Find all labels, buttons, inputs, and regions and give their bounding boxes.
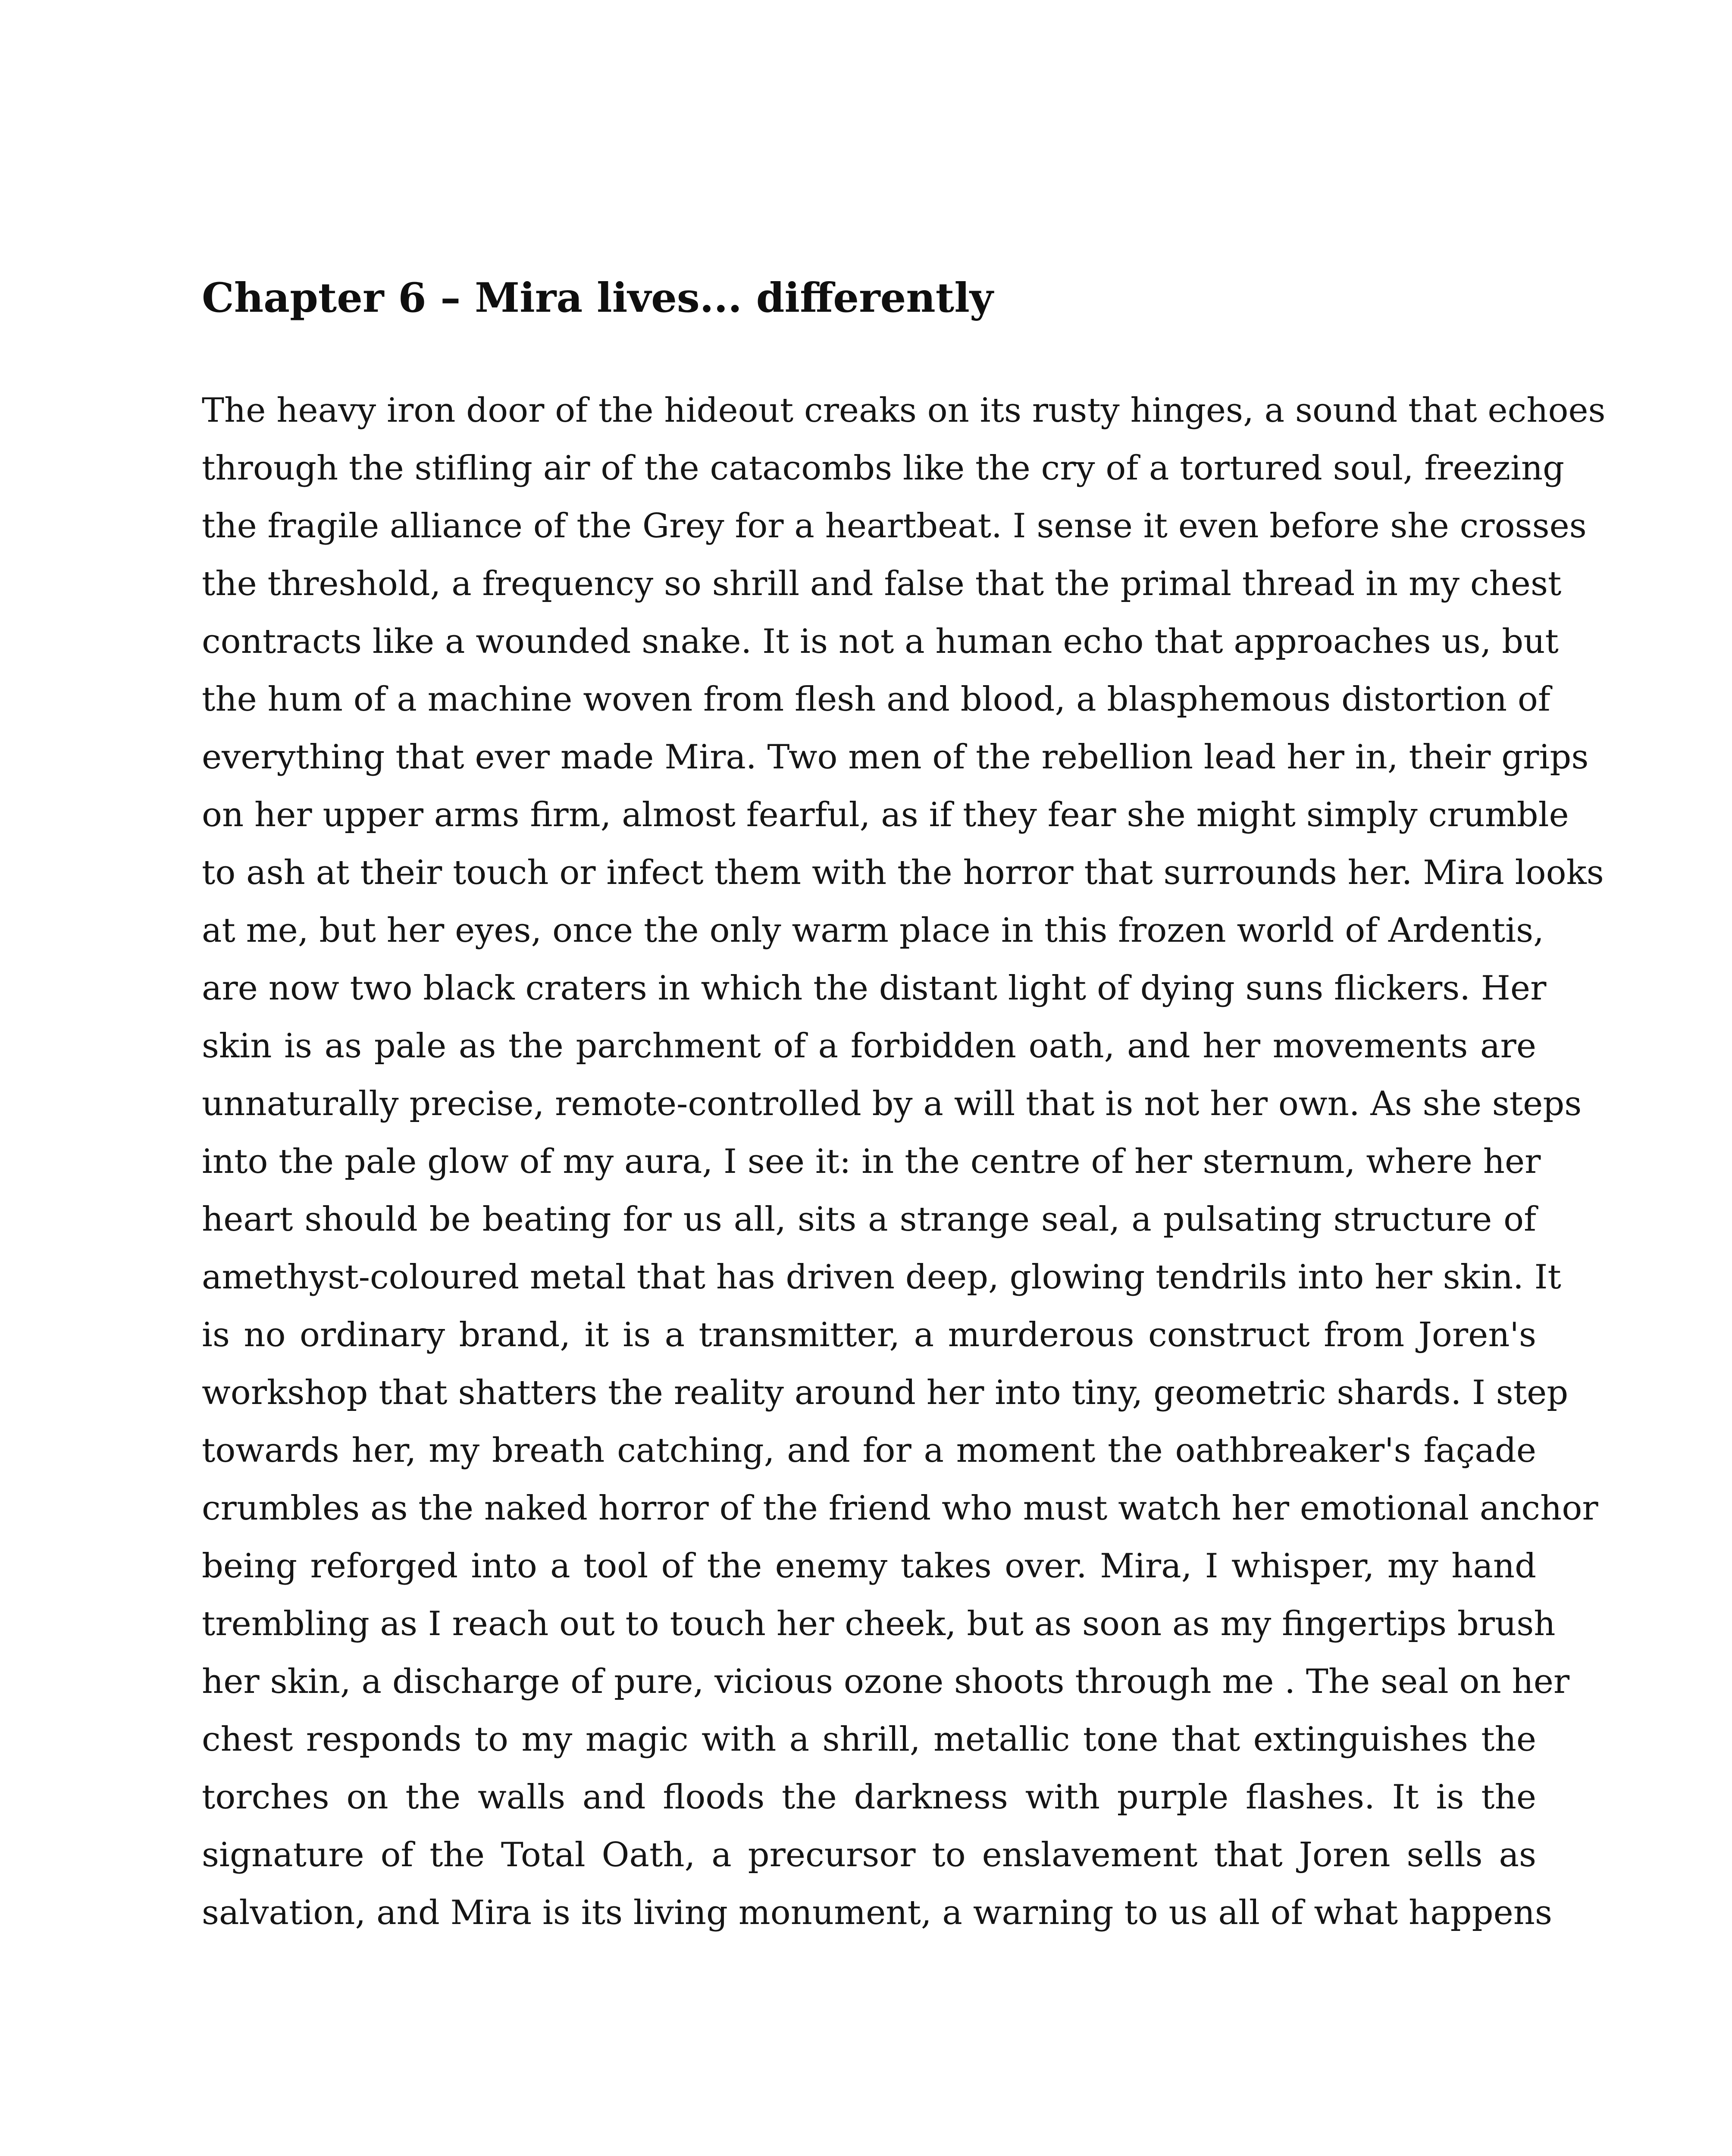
body-line: trembling as I reach out to touch her cheek, but as soon as my fingertips brush bbox=[202, 1604, 1556, 1643]
body-line: skin is as pale as the parchment of a forbidden oath, and her movements are bbox=[202, 1027, 1536, 1065]
body-line: at me, but her eyes, once the only warm place in this frozen world of Ardentis, bbox=[202, 911, 1544, 950]
body-line: contracts like a wounded snake. It is not a human echo that approaches us, but bbox=[202, 622, 1559, 661]
body-line: chest responds to my magic with a shrill, metallic tone that extinguishes the bbox=[202, 1720, 1536, 1759]
chapter-title: Chapter 6 – Mira lives... differently bbox=[202, 274, 993, 322]
body-line: on her upper arms firm, almost fearful, as if they fear she might simply crumble bbox=[202, 796, 1569, 834]
body-line: signature of the Total Oath, a precursor to enslavement that Joren sells as bbox=[202, 1836, 1536, 1874]
body-line: the threshold, a frequency so shrill and false that the primal thread in my chest bbox=[202, 564, 1562, 603]
body-line: towards her, my breath catching, and for a moment the oathbreaker's façade bbox=[202, 1431, 1536, 1470]
body-line: being reforged into a tool of the enemy takes over. Mira, I whisper, my hand bbox=[202, 1547, 1536, 1586]
body-line: through the stifling air of the catacombs like the cry of a tortured soul, freezing bbox=[202, 449, 1565, 488]
body-line: amethyst-coloured metal that has driven deep, glowing tendrils into her skin. It bbox=[202, 1258, 1561, 1297]
body-line: are now two black craters in which the distant light of dying suns flickers. Her bbox=[202, 969, 1547, 1008]
body-line: unnaturally precise, remote-controlled by a will that is not her own. As she steps bbox=[202, 1084, 1582, 1123]
body-line: is no ordinary brand, it is a transmitter, a murderous construct from Joren's bbox=[202, 1316, 1536, 1354]
body-line: The heavy iron door of the hideout creaks on its rusty hinges, a sound that echoes bbox=[202, 391, 1606, 430]
body-line: her skin, a discharge of pure, vicious ozone shoots through me . The seal on her bbox=[202, 1662, 1570, 1701]
body-line: heart should be beating for us all, sits a strange seal, a pulsating structure of bbox=[202, 1200, 1536, 1239]
body-line: the hum of a machine woven from flesh and blood, a blasphemous distortion of bbox=[202, 680, 1550, 719]
body-line: torches on the walls and floods the darkness with purple flashes. It is the bbox=[202, 1778, 1536, 1817]
body-line: the fragile alliance of the Grey for a heartbeat. I sense it even before she crosses bbox=[202, 507, 1587, 545]
body-line: crumbles as the naked horror of the friend who must watch her emotional anchor bbox=[202, 1489, 1598, 1528]
chapter-body bbox=[202, 382, 1606, 1942]
body-line: into the pale glow of my aura, I see it: in the centre of her sternum, where her bbox=[202, 1142, 1541, 1181]
body-line: workshop that shatters the reality around her into tiny, geometric shards. I step bbox=[202, 1373, 1569, 1412]
body-line: salvation, and Mira is its living monument, a warning to us all of what happens bbox=[202, 1893, 1553, 1932]
body-line: to ash at their touch or infect them with the horror that surrounds her. Mira looks bbox=[202, 853, 1604, 892]
body-line: everything that ever made Mira. Two men of the rebellion lead her in, their grips bbox=[202, 738, 1589, 777]
